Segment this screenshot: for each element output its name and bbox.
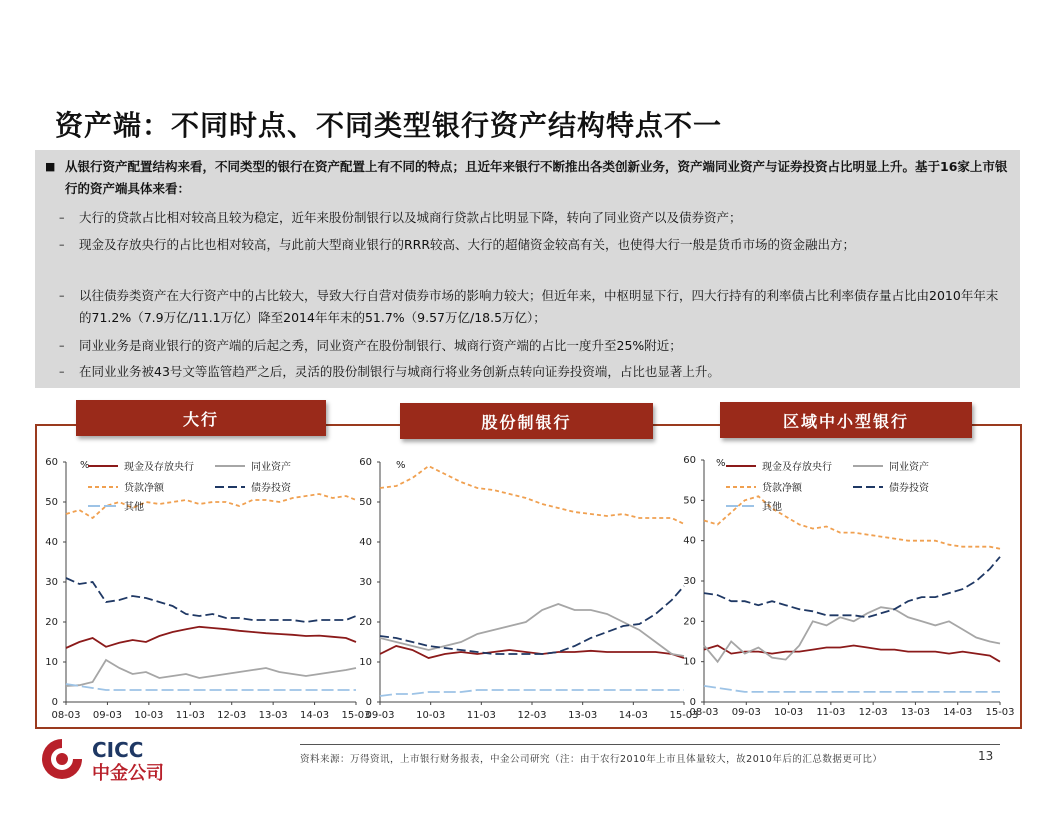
x-tick-label: 12-03 [858, 707, 888, 718]
series-line [66, 684, 356, 690]
page-number: 13 [978, 749, 994, 763]
dash-marker: – [59, 289, 65, 302]
x-tick-label: 11-03 [175, 710, 205, 721]
y-unit-label: % [716, 458, 726, 469]
x-tick-label: 08-03 [51, 710, 81, 721]
summary-text: 现金及存放央行的占比也相对较高，与此前大型商业银行的RRR较高、大行的超储资金较高有关，也使得大行一般是货币市场的资金融出方； [79, 237, 856, 252]
legend-label: 贷款净额 [124, 483, 164, 494]
x-tick-label: 13-03 [900, 707, 930, 718]
series-line [66, 627, 356, 648]
x-tick-label: 11-03 [816, 707, 846, 718]
dash-marker: – [59, 365, 65, 378]
series-line [66, 578, 356, 622]
x-tick-label: 15-03 [985, 707, 1015, 718]
x-tick-label: 09-03 [731, 707, 761, 718]
y-tick-label: 20 [683, 616, 696, 628]
series-line [704, 646, 1000, 662]
dash-marker: – [59, 339, 65, 352]
legend-label: 现金及存放央行 [762, 462, 832, 473]
legend-label: 债券投资 [251, 483, 291, 494]
x-tick-label: 10-03 [416, 710, 446, 721]
y-tick-label: 60 [45, 457, 58, 468]
y-tick-label: 40 [683, 535, 696, 547]
legend-label: 债券投资 [889, 483, 929, 494]
series-line [704, 686, 1000, 692]
y-tick-label: 0 [51, 697, 58, 708]
x-tick-label: 10-03 [134, 710, 164, 721]
y-unit-label: % [396, 460, 406, 471]
summary-text: 大行的贷款占比相对较高且较为稳定，近年来股份制银行以及城商行贷款占比明显下降，转向了同业资产以及债券资产； [79, 210, 742, 225]
x-tick-label: 14-03 [618, 710, 648, 721]
summary-text: 从银行资产配置结构来看，不同类型的银行在资产配置上有不同的特点；且近年来银行不断推出各类创新业务，资产端同业资产与证券投资占比明显上升。基于16家上市银行的资产端具体来看： [65, 159, 1008, 196]
y-tick-label: 30 [45, 577, 58, 588]
legend-label: 其他 [124, 502, 144, 513]
y-tick-label: 0 [689, 697, 696, 708]
x-tick-label: 15-03 [341, 710, 371, 721]
footer-rule [300, 744, 1000, 745]
x-tick-label: 09-03 [92, 710, 122, 721]
cicc-emblem [40, 737, 190, 785]
series-line [66, 660, 356, 686]
source-note: 资料来源：万得资讯，上市银行财务报表，中金公司研究（注：由于农行2010年上市且体量较大，故2010年后的汇总数据更可比） [300, 754, 883, 765]
dash-marker: – [59, 211, 65, 224]
cicc-logo [40, 737, 190, 789]
y-tick-label: 60 [683, 455, 696, 466]
series-line [380, 466, 684, 524]
y-tick-label: 50 [359, 497, 372, 508]
legend-label: 同业资产 [251, 462, 291, 473]
y-tick-label: 0 [365, 697, 372, 708]
y-tick-label: 40 [359, 537, 372, 548]
legend-label: 贷款净额 [762, 483, 802, 494]
legend-label: 其他 [762, 502, 782, 513]
y-tick-label: 50 [45, 497, 58, 508]
y-unit-label: % [80, 460, 90, 471]
x-tick-label: 13-03 [258, 710, 288, 721]
x-tick-label: 12-03 [517, 710, 547, 721]
summary-text: 同业业务是商业银行的资产端的后起之秀，同业资产在股份制银行、城商行资产端的占比一度升至25%附近； [79, 338, 682, 353]
y-tick-label: 40 [45, 537, 58, 548]
y-tick-label: 20 [359, 617, 372, 628]
x-tick-label: 08-03 [689, 707, 719, 718]
chart-title-tab: 区域中小型银行 [720, 402, 972, 438]
y-tick-label: 60 [359, 457, 372, 468]
y-tick-label: 10 [359, 657, 372, 668]
x-tick-label: 09-03 [365, 710, 395, 721]
bullet-marker: ■ [45, 160, 56, 173]
x-tick-label: 12-03 [217, 710, 247, 721]
summary-text: 以往债券类资产在大行资产中的占比较大，导致大行自营对债券市场的影响力较大；但近年来，中枢明显下行，四大行持有的利率债占比利率债存量占比由2010年年末的71.2%（7.9万亿/11.1万亿）降至2014年年末的51.7%（9.57万亿/18.5万亿）； [79, 288, 999, 325]
series-line [380, 690, 684, 696]
series-line [380, 646, 684, 658]
series-line [704, 557, 1000, 618]
summary-text: 在同业业务被43号文等监管趋严之后，灵活的股份制银行与城商行将业务创新点转向证券投资端，占比也显著上升。 [79, 364, 720, 379]
y-tick-label: 30 [359, 577, 372, 588]
series-line [380, 604, 684, 656]
x-tick-label: 15-03 [669, 710, 699, 721]
y-tick-label: 10 [45, 657, 58, 668]
x-tick-label: 14-03 [300, 710, 330, 721]
x-tick-label: 14-03 [943, 707, 973, 718]
legend-label: 同业资产 [889, 462, 929, 473]
series-line [704, 496, 1000, 548]
series-line [380, 586, 684, 654]
dash-marker: – [59, 238, 65, 251]
chart-title-tab: 大行 [76, 400, 326, 436]
y-tick-label: 20 [45, 617, 58, 628]
legend-label: 现金及存放央行 [124, 462, 194, 473]
x-tick-label: 10-03 [774, 707, 804, 718]
logo-cn: 中金公司 [92, 763, 164, 784]
x-tick-label: 11-03 [466, 710, 496, 721]
y-tick-label: 50 [683, 495, 696, 507]
x-tick-label: 13-03 [568, 710, 598, 721]
logo-en: CICC [92, 738, 144, 762]
page-title: 资产端：不同时点、不同类型银行资产结构特点不一 [55, 109, 723, 142]
y-tick-label: 30 [683, 576, 696, 587]
y-tick-label: 10 [683, 656, 696, 668]
chart-title-tab: 股份制银行 [400, 403, 653, 439]
